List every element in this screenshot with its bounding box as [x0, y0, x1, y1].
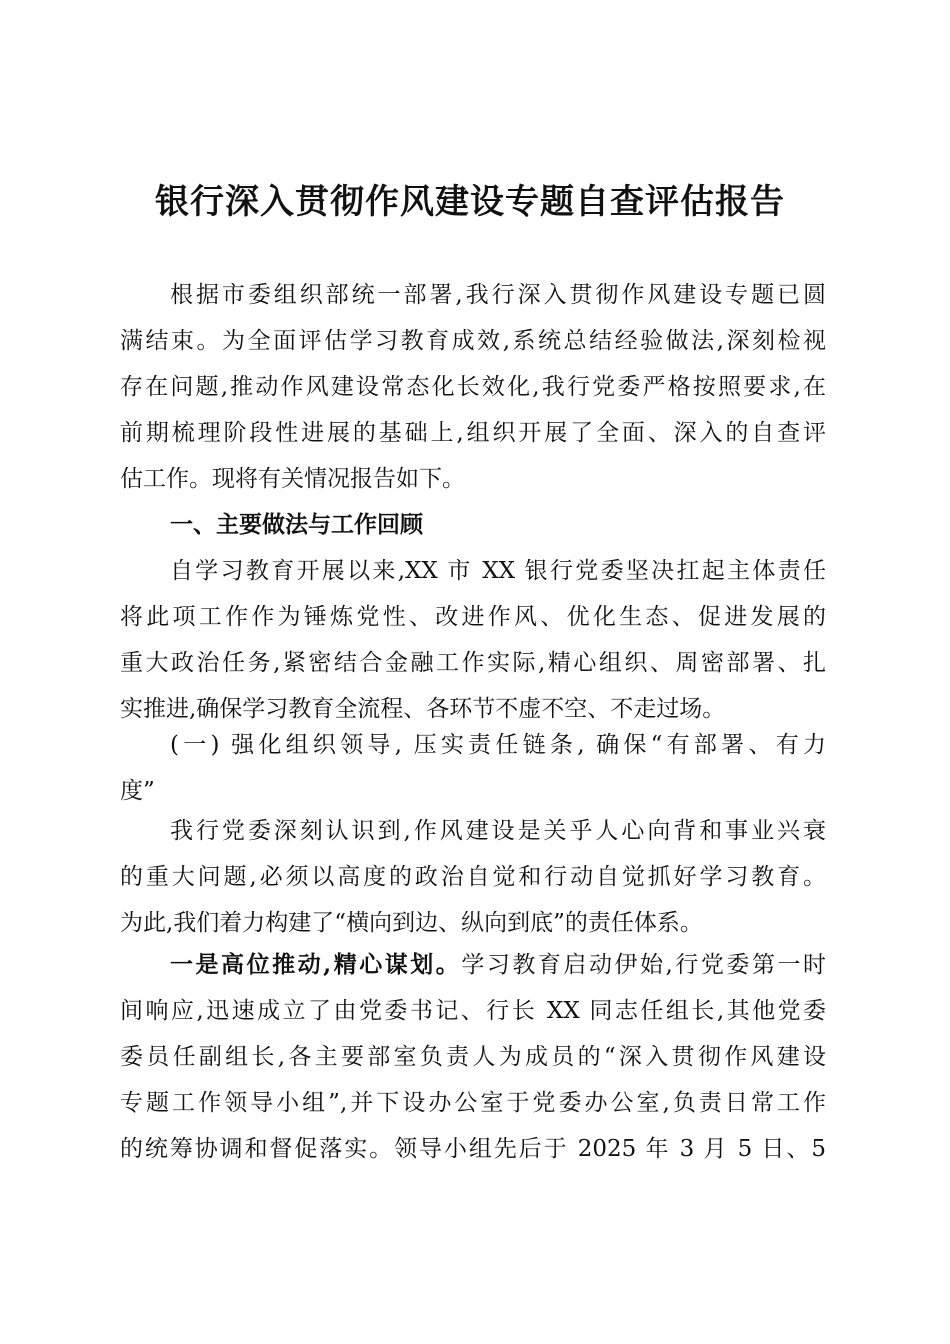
paragraph-2-line-4: 实推进,确保学习教育全流程、各环节不虚不空、不走过场。: [120, 696, 726, 722]
paragraph-4-line-1: [170, 942, 826, 988]
document-title: 银行深入贯彻作风建设专题自查评估报告: [155, 182, 785, 222]
paragraph-4-lead-rest: 学习教育启动伊始,行党委第一时: [461, 952, 827, 978]
paragraph-1-line-1: 根据市委组织部统一部署,我行深入贯彻作风建设专题已圆: [170, 282, 826, 308]
subsection-1-heading-line-2: 度”: [120, 778, 155, 804]
paragraph-1-line-3: 存在问题,推动作风建设常态化长效化,我行党委严格按照要求,在: [120, 374, 826, 400]
paragraph-4-line-5: 的统筹协调和督促落实。领导小组先后于 2025 年 3 月 5 日、5: [120, 1136, 826, 1162]
section-1-heading: 一、主要做法与工作回顾: [170, 511, 423, 538]
paragraph-4-line-4: 专题工作领导小组”,并下设办公室于党委办公室,负责日常工作: [120, 1090, 826, 1116]
paragraph-3-line-3: 为此,我们着力构建了“横向到边、纵向到底”的责任体系。: [120, 910, 703, 936]
paragraph-1-line-4: 前期梳理阶段性进展的基础上,组织开展了全面、深入的自查评: [120, 420, 826, 446]
paragraph-3-line-1: 我行党委深刻认识到,作风建设是关乎人心向背和事业兴衰: [170, 818, 826, 844]
subsection-1-heading-line-1: (一) 强化组织领导, 压实责任链条, 确保“有部署、有力: [170, 732, 826, 758]
paragraph-2-line-1: 自学习教育开展以来,XX 市 XX 银行党委坚决扛起主体责任: [170, 558, 826, 584]
paragraph-2-line-2: 将此项工作作为锤炼党性、改进作风、优化生态、促进发展的: [120, 604, 826, 630]
paragraph-1-line-2: 满结束。为全面评估学习教育成效,系统总结经验做法,深刻检视: [120, 328, 826, 354]
paragraph-3-line-2: 的重大问题,必须以高度的政治自觉和行动自觉抓好学习教育。: [120, 864, 826, 890]
paragraph-2-line-3: 重大政治任务,紧密结合金融工作实际,精心组织、周密部署、扎: [120, 650, 826, 676]
paragraph-4-line-3: 委员任副组长,各主要部室负责人为成员的“深入贯彻作风建设: [120, 1044, 826, 1070]
paragraph-4-lead-bold: 一是高位推动,精心谋划。: [170, 951, 462, 978]
paragraph-4-line-2: 间响应,迅速成立了由党委书记、行长 XX 同志任组长,其他党委: [120, 998, 826, 1024]
paragraph-1-line-5: 估工作。现将有关情况报告如下。: [120, 466, 465, 492]
